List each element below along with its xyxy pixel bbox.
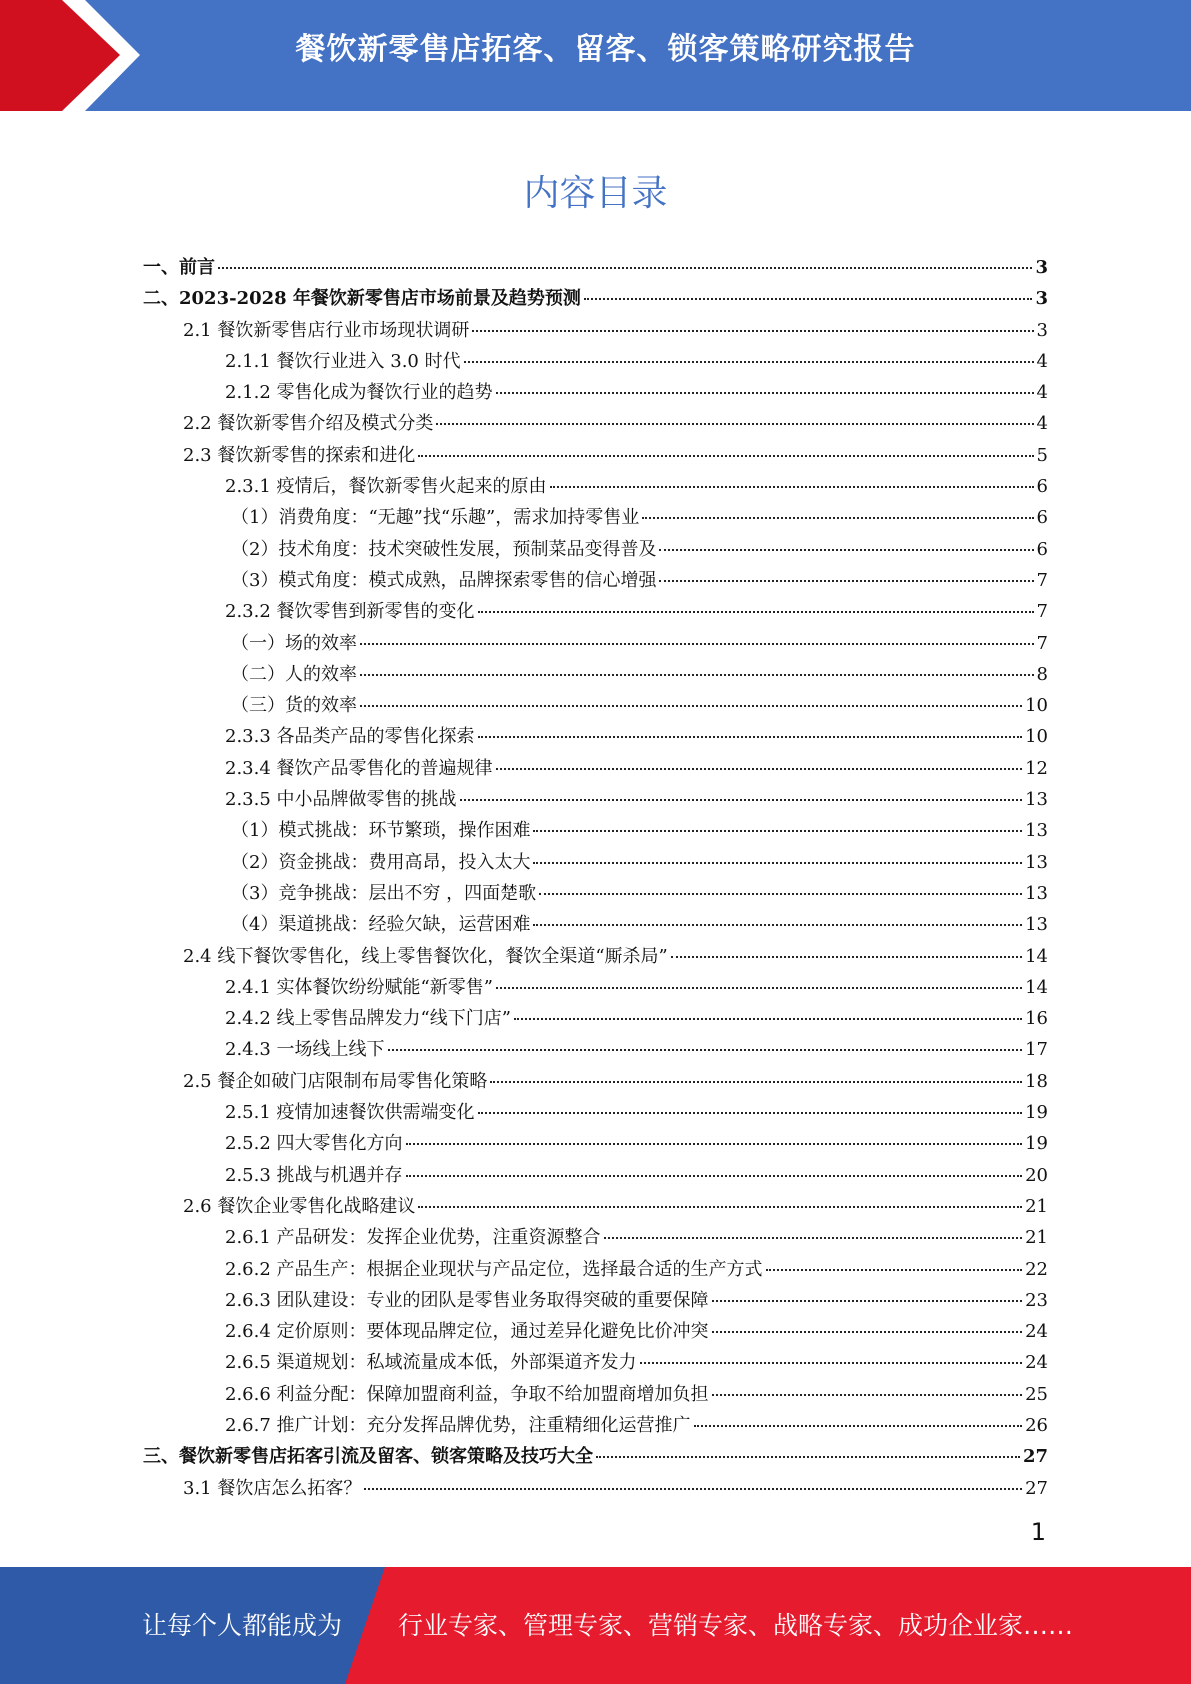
toc-dot-leader [496,392,1034,394]
toc-dot-leader [533,862,1022,864]
toc-dot-leader [218,267,1032,269]
toc-entry-page: 13 [1025,882,1048,904]
toc-dot-leader [640,1362,1023,1364]
toc-entry[interactable] [143,472,1048,503]
toc-entry[interactable] [143,1255,1048,1286]
toc-dot-leader [533,830,1022,832]
toc-entry-page: 6 [1036,507,1048,529]
toc-entry-label: 2.1.1 餐饮行业进入 3.0 时代 [225,350,461,372]
toc-entry-page: 7 [1036,632,1048,654]
toc-entry-label: （一）场的效率 [231,632,357,654]
toc-dot-leader [490,1081,1022,1083]
toc-entry-label: （2）资金挑战：费用高昂，投入太大 [231,851,531,873]
toc-dot-leader [694,1425,1023,1427]
footer-slogan-left: 让每个人都能成为 [142,1611,343,1640]
report-title: 餐饮新零售店拓客、留客、锁客策略研究报告 [295,32,916,67]
toc-entry[interactable] [143,1474,1048,1505]
toc-dot-leader [550,486,1034,488]
toc-entry[interactable] [143,629,1048,660]
footer-banner [0,1567,1191,1684]
toc-entry-page: 6 [1036,538,1048,560]
toc-entry[interactable] [143,347,1048,378]
toc-entry-label: 2.4 线下餐饮零售化，线上零售餐饮化，餐饮全渠道“厮杀局” [183,945,668,967]
toc-entry[interactable] [143,284,1048,315]
toc-entry-page: 13 [1025,820,1048,842]
toc-dot-leader [388,1049,1023,1051]
toc-entry-label: 2.3.4 餐饮产品零售化的普遍规律 [225,757,493,779]
toc-dot-leader [712,1300,1023,1302]
toc-entry-page: 6 [1036,476,1048,498]
toc-entry-page: 12 [1025,757,1048,779]
toc-entry-label: 2.5.2 四大零售化方向 [225,1133,403,1155]
toc-entry-page: 27 [1025,1477,1048,1499]
toc-entry-page: 7 [1036,569,1048,591]
toc-entry-page: 23 [1025,1289,1048,1311]
toc-entry-label: 一、前言 [143,257,215,278]
table-of-contents [143,253,1048,1505]
toc-entry-page: 14 [1025,976,1048,998]
toc-entry[interactable] [143,1161,1048,1192]
toc-dot-leader [360,643,1034,645]
toc-dot-leader [418,455,1033,457]
toc-dot-leader [406,1175,1023,1177]
toc-entry-page: 17 [1025,1039,1048,1061]
toc-entry[interactable] [143,691,1048,722]
toc-entry-label: 2.4.2 线上零售品牌发力“线下门店” [225,1008,511,1030]
toc-entry[interactable] [143,1098,1048,1129]
toc-entry[interactable] [143,848,1048,879]
toc-entry[interactable] [143,1035,1048,1066]
toc-entry-page: 13 [1025,914,1048,936]
toc-entry[interactable] [143,942,1048,973]
toc-entry-label: 三、餐饮新零售店拓客引流及留客、锁客策略及技巧大全 [143,1446,593,1468]
toc-entry-label: 2.6.3 团队建设：专业的团队是零售业务取得突破的重要保障 [225,1289,709,1311]
toc-entry-page: 4 [1036,413,1048,435]
toc-dot-leader [496,987,1022,989]
toc-entry-page: 4 [1036,350,1048,372]
toc-entry-label: 2.6.7 推广计划：充分发挥品牌优势，注重精细化运营推广 [225,1414,691,1436]
toc-dot-leader [496,768,1023,770]
toc-entry-page: 13 [1025,789,1048,811]
toc-entry-label: （三）货的效率 [231,695,357,717]
toc-entry-page: 22 [1025,1258,1048,1280]
toc-dot-leader [460,799,1023,801]
toc-dot-leader [418,1206,1022,1208]
toc-entry[interactable] [143,409,1048,440]
toc-entry[interactable] [143,503,1048,534]
toc-entry-label: （2）技术角度：技术突破性发展，预制菜品变得普及 [231,538,657,560]
toc-entry-label: 2.6.5 渠道规划：私域流量成本低，外部渠道齐发力 [225,1352,637,1374]
toc-dot-leader [659,549,1033,551]
toc-entry-page: 10 [1025,726,1048,748]
toc-entry-label: 2.6.6 利益分配：保障加盟商利益，争取不给加盟商增加负担 [225,1383,709,1405]
toc-entry[interactable] [143,660,1048,691]
toc-dot-leader [642,517,1033,519]
toc-dot-leader [596,1456,1020,1458]
toc-entry[interactable] [143,879,1048,910]
toc-dot-leader [766,1269,1023,1271]
toc-dot-leader [604,1237,1023,1239]
toc-entry[interactable] [143,973,1048,1004]
toc-entry-page: 7 [1036,601,1048,623]
toc-dot-leader [514,1018,1022,1020]
toc-entry[interactable] [143,1348,1048,1379]
toc-dot-leader [533,924,1022,926]
toc-entry-page: 26 [1025,1414,1048,1436]
toc-entry-label: 2.2 餐饮新零售介绍及模式分类 [183,413,434,435]
toc-entry-page: 18 [1025,1070,1048,1092]
toc-entry-label: 2.3.5 中小品牌做零售的挑战 [225,789,457,811]
toc-entry-page: 24 [1025,1352,1048,1374]
toc-entry[interactable] [143,1129,1048,1160]
toc-dot-leader [406,1143,1023,1145]
toc-entry-page: 3 [1036,319,1048,341]
toc-entry-page: 3 [1035,288,1048,310]
toc-dot-leader [464,361,1034,363]
toc-dot-leader [478,1112,1023,1114]
toc-entry[interactable] [143,253,1048,284]
toc-entry[interactable] [143,1411,1048,1442]
toc-entry-page: 10 [1025,695,1048,717]
toc-dot-leader [478,736,1023,738]
toc-entry[interactable] [143,722,1048,753]
toc-entry[interactable] [143,1223,1048,1254]
toc-dot-leader [584,298,1033,300]
toc-entry-label: 3.1 餐饮店怎么拓客？ [183,1477,362,1499]
toc-dot-leader [478,611,1034,613]
toc-dot-leader [360,674,1034,676]
toc-entry-page: 19 [1025,1102,1048,1124]
toc-entry-label: （1）消费角度：“无趣”找“乐趣”，需求加持零售业 [231,507,640,529]
toc-dot-leader [671,956,1022,958]
toc-entry-label: 2.5.1 疫情加速餐饮供需端变化 [225,1102,475,1124]
toc-entry-page: 4 [1036,382,1048,404]
toc-entry[interactable] [143,1004,1048,1035]
toc-entry-label: 2.1.2 零售化成为餐饮行业的趋势 [225,382,493,404]
toc-entry-label: 2.3.1 疫情后，餐饮新零售火起来的原由 [225,476,547,498]
toc-heading: 内容目录 [523,173,668,214]
toc-dot-leader [364,1488,1022,1490]
toc-dot-leader [360,705,1022,707]
toc-entry[interactable] [143,754,1048,785]
toc-entry-page: 13 [1025,851,1048,873]
toc-entry[interactable] [143,535,1048,566]
toc-entry[interactable] [143,378,1048,409]
toc-entry-page: 24 [1025,1321,1048,1343]
toc-entry-label: 2.1 餐饮新零售店行业市场现状调研 [183,319,470,341]
toc-entry-label: （3）竞争挑战：层出不穷 ，四面楚歌 [231,882,537,904]
toc-entry-label: （二）人的效率 [231,663,357,685]
toc-entry-label: 2.6.4 定价原则：要体现品牌定位，通过差异化避免比价冲突 [225,1321,709,1343]
toc-entry[interactable] [143,816,1048,847]
footer-slogan-right: 行业专家、管理专家、营销专家、战略专家、成功企业家…… [398,1611,1074,1640]
toc-entry-label: 2.6 餐饮企业零售化战略建议 [183,1195,416,1217]
toc-entry-label: （1）模式挑战：环节繁琐，操作困难 [231,820,531,842]
toc-entry[interactable] [143,1192,1048,1223]
toc-entry[interactable] [143,910,1048,941]
toc-entry-page: 21 [1025,1195,1048,1217]
toc-entry[interactable] [143,316,1048,347]
toc-entry-label: 2.3 餐饮新零售的探索和进化 [183,444,416,466]
toc-entry-page: 19 [1025,1133,1048,1155]
toc-entry-label: 2.4.3 一场线上线下 [225,1039,385,1061]
toc-entry-page: 27 [1022,1446,1048,1468]
toc-dot-leader [472,330,1033,332]
toc-entry-label: 2.3.2 餐饮零售到新零售的变化 [225,601,475,623]
toc-entry[interactable] [143,597,1048,628]
toc-dot-leader [436,423,1033,425]
toc-entry-label: （3）模式角度：模式成熟，品牌探索零售的信心增强 [231,569,657,591]
toc-dot-leader [712,1331,1023,1333]
toc-entry-label: 2.4.1 实体餐饮纷纷赋能“新零售” [225,976,493,998]
toc-entry[interactable] [143,1286,1048,1317]
toc-entry-page: 21 [1025,1227,1048,1249]
toc-entry[interactable] [143,1380,1048,1411]
toc-entry[interactable] [143,441,1048,472]
toc-entry-page: 5 [1036,444,1048,466]
toc-entry-page: 14 [1025,945,1048,967]
header-banner [0,0,1191,111]
toc-entry[interactable] [143,566,1048,597]
toc-entry-label: 2.5.3 挑战与机遇并存 [225,1164,403,1186]
toc-entry-label: （4）渠道挑战：经验欠缺，运营困难 [231,914,531,936]
toc-entry-page: 3 [1035,257,1048,278]
toc-entry[interactable] [143,1442,1048,1473]
toc-dot-leader [712,1394,1023,1396]
page-number: 1 [1030,1518,1046,1546]
toc-entry-page: 20 [1025,1164,1048,1186]
toc-entry-label: 2.6.1 产品研发：发挥企业优势，注重资源整合 [225,1227,601,1249]
toc-dot-leader [539,893,1022,895]
toc-entry[interactable] [143,1317,1048,1348]
toc-entry-label: 二、2023-2028 年餐饮新零售店市场前景及趋势预测 [143,288,581,310]
toc-entry-label: 2.5 餐企如破门店限制布局零售化策略 [183,1070,488,1092]
toc-entry[interactable] [143,1067,1048,1098]
toc-entry-label: 2.6.2 产品生产：根据企业现状与产品定位，选择最合适的生产方式 [225,1258,763,1280]
toc-dot-leader [659,580,1033,582]
toc-entry-page: 25 [1025,1383,1048,1405]
toc-entry[interactable] [143,785,1048,816]
toc-entry-page: 8 [1036,663,1048,685]
toc-entry-label: 2.3.3 各品类产品的零售化探索 [225,726,475,748]
toc-entry-page: 16 [1025,1008,1048,1030]
